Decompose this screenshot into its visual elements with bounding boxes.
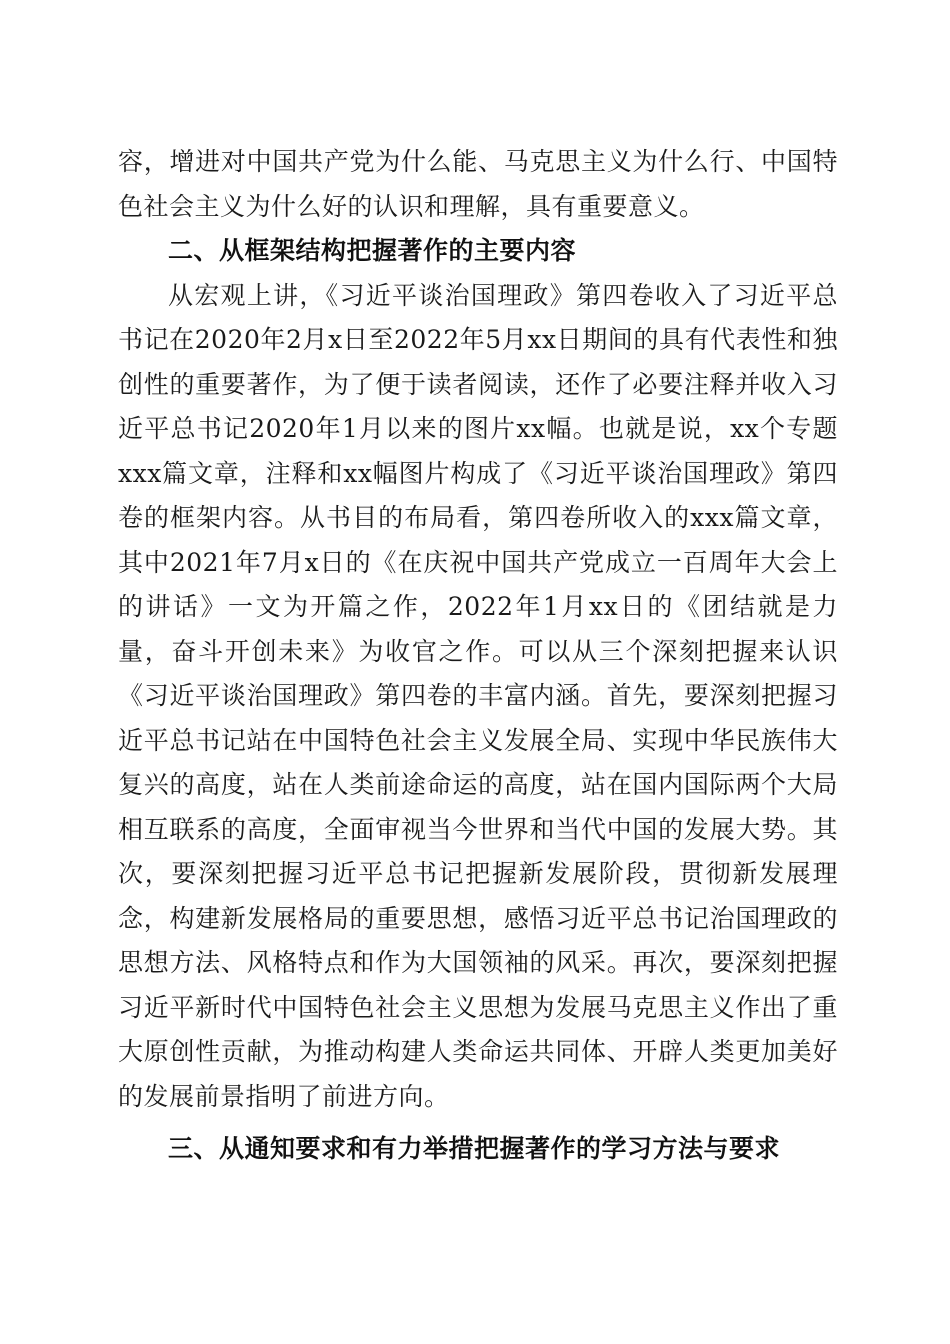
paragraph-continued: 容，增进对中国共产党为什么能、马克思主义为什么行、中国特色社会主义为什么好的认识和理解，具有重要意义。 [118,147,838,221]
paragraph-framework-content: 从宏观上讲，《习近平谈治国理政》第四卷收入了习近平总书记在2020年2月x日至2022年5月xx日期间的具有代表性和独创性的重要著作，为了便于读者阅读，还作了必要注释并收入习近平总书记2020年1月以来的图片xx幅。也就是说，xx个专题xxx篇文章，注释和xx幅图片构成了《习近平谈治国理政》第四卷的框架内容。从书目的布局看，第四卷所收入的xxx篇文章，其中2021年7月x日的《在庆祝中国共产党成立一百周年大会上的讲话》一文为开篇之作，2022年1月xx日的《团结就是力量，奋斗开创未来》为收官之作。可以从三个深刻把握来认识《习近平谈治国理政》第四卷的丰富内涵。首先，要深刻把握习近平总书记站在中国特色社会主义发展全局、实现中华民族伟大复兴的高度，站在人类前途命运的高度，站在国内国际两个大局相互联系的高度，全面审视当今世界和当代中国的发展大势。其次，要深刻把握习近平总书记把握新发展阶段，贯彻新发展理念，构建新发展格局的重要思想，感悟习近平总书记治国理政的思想方法、风格特点和作为大国领袖的风采。再次，要深刻把握习近平新时代中国特色社会主义思想为发展马克思主义作出了重大原创性贡献，为推动构建人类命运共同体、开辟人类更加美好的发展前景指明了前进方向。 [118,280,838,1111]
document-body [118,140,838,1172]
section-heading-2: 二、从框架结构把握著作的主要内容 [168,236,577,265]
section-heading-3: 三、从通知要求和有力举措把握著作的学习方法与要求 [168,1134,781,1163]
